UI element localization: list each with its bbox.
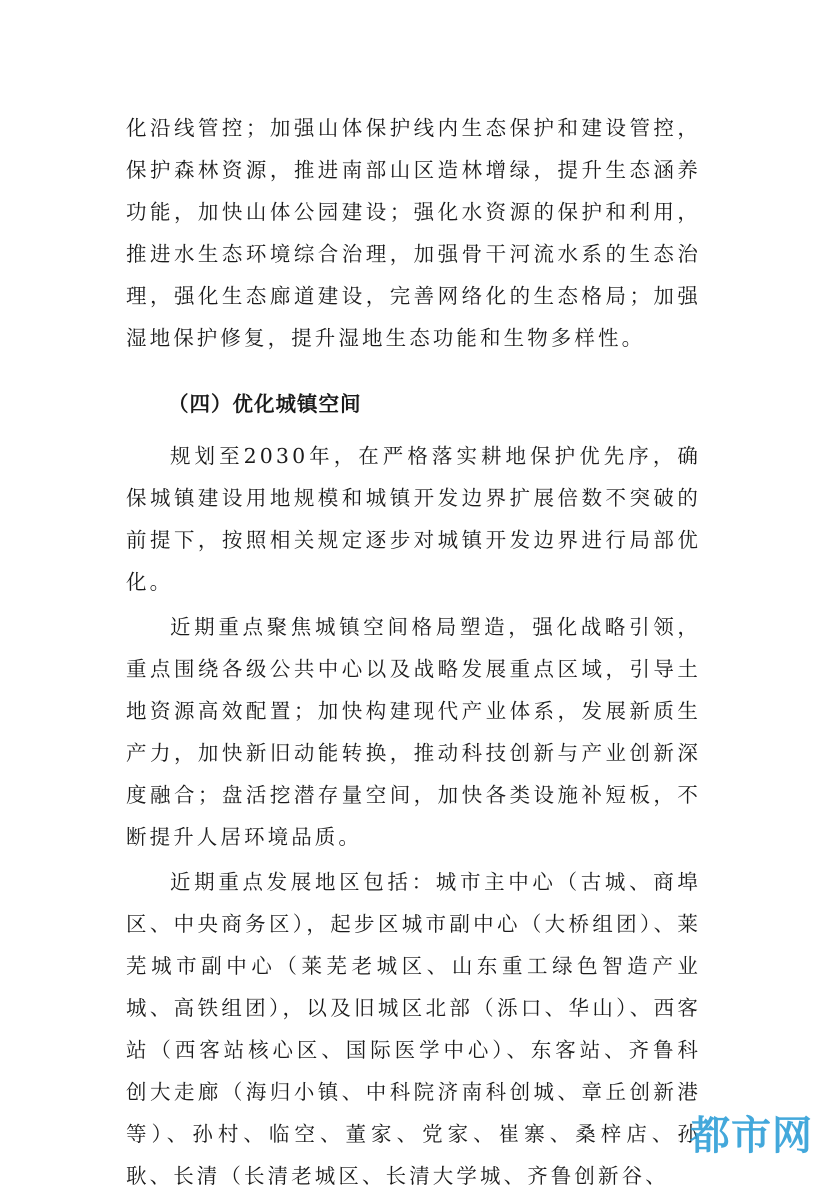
watermark-logo — [665, 1107, 815, 1157]
section-heading: （四）优化城镇空间 — [168, 392, 362, 416]
document-body — [126, 107, 701, 1197]
paragraph-near-term-focus: 近期重点聚焦城镇空间格局塑造，强化战略引领，重点围绕各级公共中心以及战略发展重点区域，引导土地资源高效配置；加快构建现代产业体系，发展新质生产力，加快新旧动能转换，推动科技创新与产业创新深度融合；盘活挖潜存量空间，加快各类设施补短板，不断提升人居环境品质。 — [126, 615, 701, 849]
watermark-text: 都市网 — [690, 1113, 813, 1157]
paragraph-planning: 规划至2030年，在严格落实耕地保护优先序，确保城镇建设用地规模和城镇开发边界扩展倍数不突破的前提下，按照相关规定逐步对城镇开发边界进行局部优化。 — [126, 444, 701, 594]
paragraph-key-areas: 近期重点发展地区包括：城市主中心（古城、商埠区、中央商务区），起步区城市副中心（大桥组团）、莱芜城市副中心（莱芜老城区、山东重工绿色智造产业城、高铁组团），以及旧城区北部（泺口、华山）、西客站（西客站核心区、国际医学中心）、东客站、齐鲁科创大走廊（海归小镇、中科院济南科创城、章丘创新港等）、孙村、临空、董家、党家、崔寨、桑梓店、孙耿、长清（长清老城区、长清大学城、齐鲁创新谷、 — [126, 870, 701, 1188]
paragraph-ecology: 化沿线管控；加强山体保护线内生态保护和建设管控，保护森林资源，推进南部山区造林增绿，提升生态涵养功能，加快山体公园建设；强化水资源的保护和利用，推进水生态环境综合治理，加强骨干河流水系的生态治理，强化生态廊道建设，完善网络化的生态格局；加强湿地保护修复，提升湿地生态功能和生物多样性。 — [126, 116, 701, 350]
